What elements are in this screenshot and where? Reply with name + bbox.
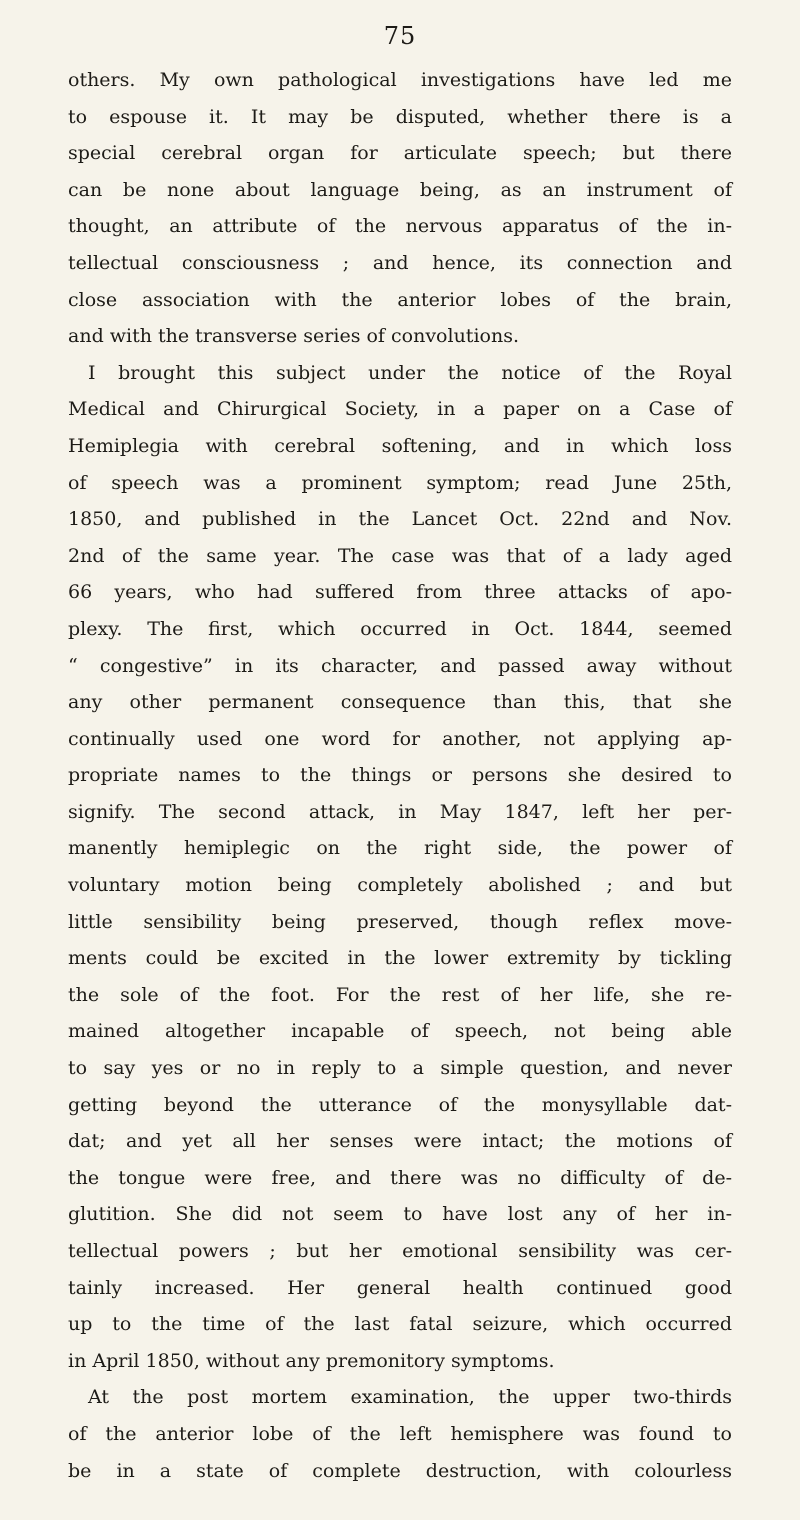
text-line: to say yes or no in reply to a simple question, and never <box>68 1057 732 1080</box>
page-number: 75 <box>383 22 417 50</box>
text-line: others. My own pathological investigations have led me <box>68 69 732 91</box>
text-line: mained altogether incapable of speech, not being able <box>68 1020 732 1043</box>
text-line: propriate names to the things or persons she desired to <box>68 764 732 787</box>
text-line: the sole of the foot. For the rest of her life, she re- <box>68 983 732 1006</box>
text-line: thought, an attribute of the nervous apparatus of the in- <box>68 215 732 238</box>
text-line: be in a state of complete destruction, with colourless <box>68 1459 732 1482</box>
text-line: continually used one word for another, not applying ap- <box>68 727 732 750</box>
text-line: signify. The second attack, in May 1847, left her per- <box>68 800 732 823</box>
text-line: tellectual consciousness ; and hence, its connection and <box>68 251 732 274</box>
text-line: 2nd of the same year. The case was that of a lady aged <box>68 544 732 567</box>
text-line: getting beyond the utterance of the monysyllable dat- <box>68 1093 732 1116</box>
text-line: dat; and yet all her senses were intact; the motions of <box>68 1130 732 1153</box>
text-line: special cerebral organ for articulate speech; but there <box>68 142 732 165</box>
text-line: voluntary motion being completely abolished ; and but <box>68 874 732 897</box>
body-text <box>68 62 732 1489</box>
text-line: Medical and Chirurgical Society, in a paper on a Case of <box>68 398 732 421</box>
text-line: “ congestive” in its character, and passed away without <box>68 654 732 677</box>
text-line: close association with the anterior lobes of the brain, <box>68 288 732 311</box>
text-line: to espouse it. It may be disputed, whether there is a <box>68 105 732 128</box>
text-line: can be none about language being, as an instrument of <box>68 178 732 201</box>
text-line: little sensibility being preserved, though reflex move- <box>68 910 732 933</box>
text-line: any other permanent consequence than this, that she <box>68 691 732 714</box>
text-line: I brought this subject under the notice of the Royal <box>88 361 732 384</box>
text-line: of the anterior lobe of the left hemisphere was found to <box>68 1422 732 1445</box>
text-line: plexy. The first, which occurred in Oct. 1844, seemed <box>68 617 732 640</box>
text-line: ments could be excited in the lower extremity by tickling <box>68 947 732 970</box>
text-line: manently hemiplegic on the right side, the power of <box>68 837 732 860</box>
text-line: in April 1850, without any premonitory symptoms. <box>68 1349 555 1372</box>
text-line: Hemiplegia with cerebral softening, and in which loss <box>68 434 732 457</box>
text-line: the tongue were free, and there was no difficulty of de- <box>68 1166 732 1189</box>
text-line: 1850, and published in the Lancet Oct. 22nd and Nov. <box>68 508 732 531</box>
text-line: At the post mortem examination, the upper two-thirds <box>88 1386 732 1409</box>
text-line: and with the transverse series of convolutions. <box>68 325 519 348</box>
text-line: tainly increased. Her general health continued good <box>68 1276 732 1299</box>
text-line: of speech was a prominent symptom; read June 25th, <box>68 471 732 494</box>
text-line: up to the time of the last fatal seizure, which occurred <box>68 1313 732 1336</box>
text-line: glutition. She did not seem to have lost any of her in- <box>68 1203 732 1226</box>
text-line: 66 years, who had suffered from three attacks of apo- <box>68 581 732 604</box>
text-line: tellectual powers ; but her emotional sensibility was cer- <box>68 1240 732 1262</box>
